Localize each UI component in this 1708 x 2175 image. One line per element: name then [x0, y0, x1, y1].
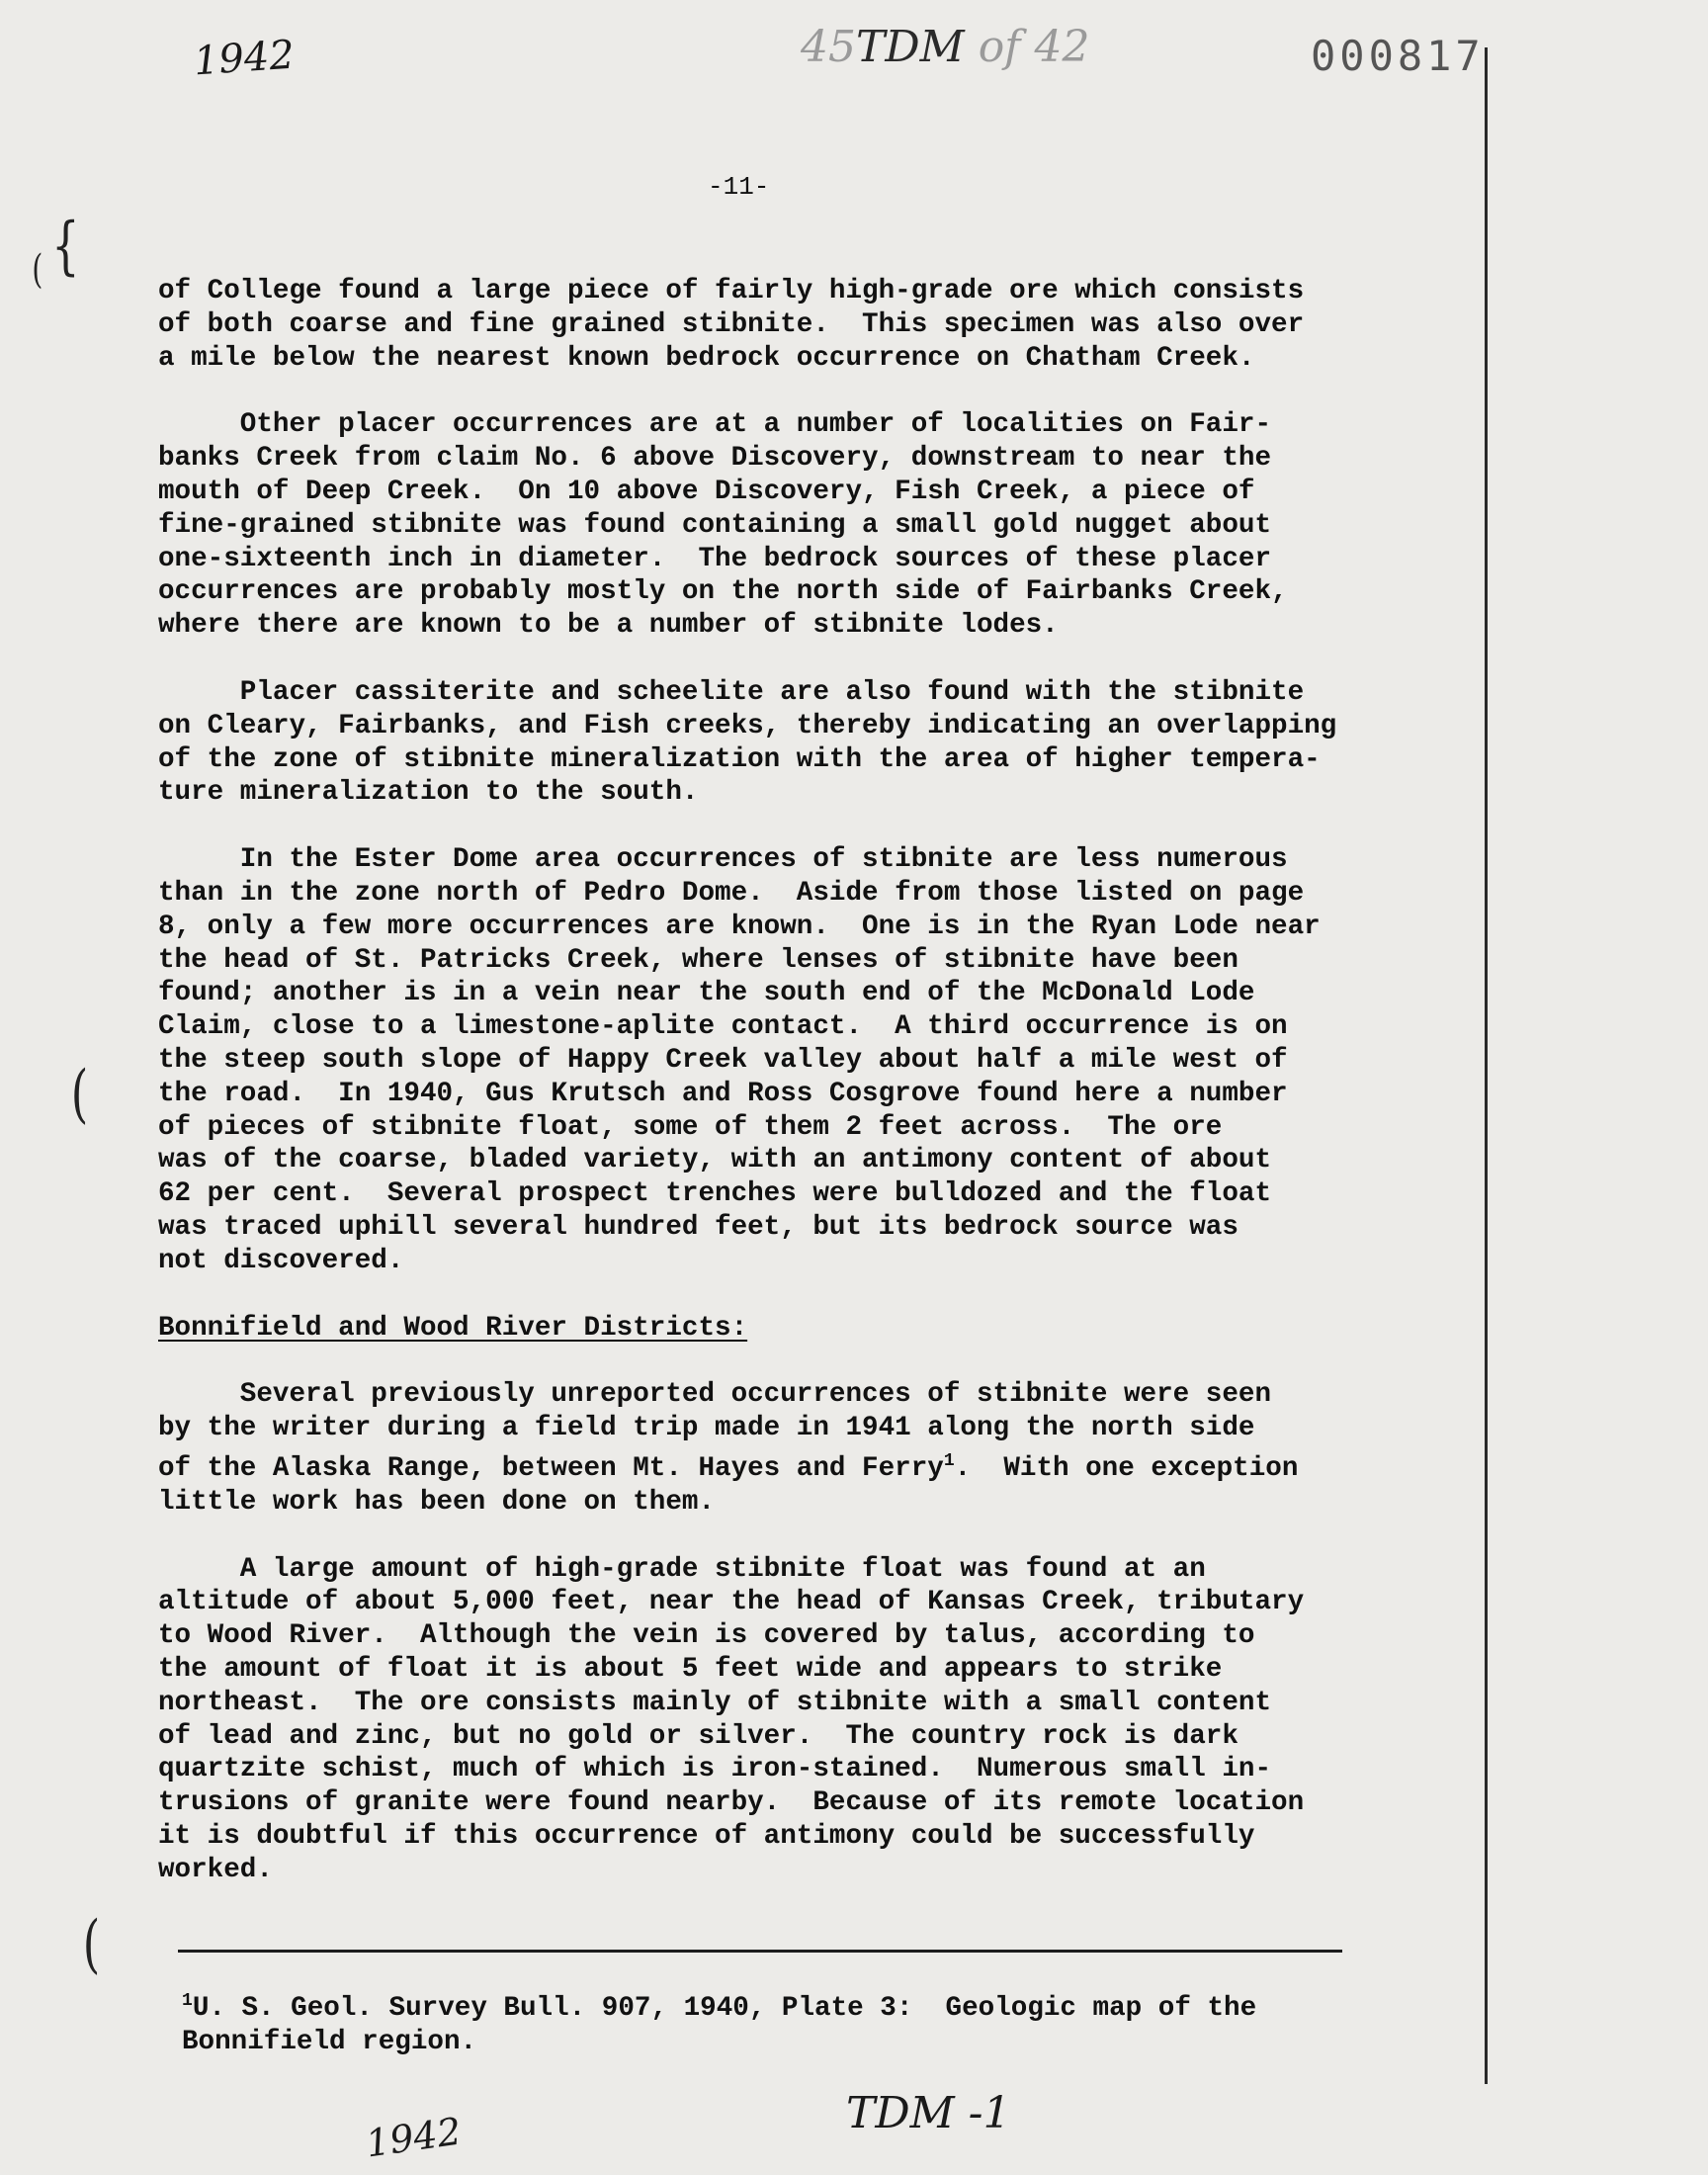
paragraph: [158, 843, 1404, 1277]
text-line: worked.: [158, 1854, 273, 1885]
text-line: by the writer during a field trip made in 1941 along the north side: [158, 1413, 1255, 1444]
footnote-divider: [178, 1950, 1342, 1953]
text-line: was traced uphill several hundred feet, but its bedrock source was: [158, 1211, 1238, 1243]
text-line: on Cleary, Fairbanks, and Fish creeks, thereby indicating an overlapping: [158, 710, 1337, 741]
paragraph: [158, 1378, 1404, 1519]
document-body: [158, 275, 1404, 1887]
text-line: of the zone of stibnite mineralization with the area of higher tempera-: [158, 743, 1321, 775]
text-line: found; another is in a vein near the south end of the McDonald Lode: [158, 978, 1255, 1009]
text-line: a mile below the nearest known bedrock occurrence on Chatham Creek.: [158, 342, 1255, 374]
text-line: 8, only a few more occurrences are known. One is in the Ryan Lode near: [158, 911, 1321, 942]
text-line: the steep south slope of Happy Creek valley about half a mile west of: [158, 1044, 1288, 1076]
text-line: In the Ester Dome area occurrences of stibnite are less numerous: [158, 844, 1288, 876]
text-line: banks Creek from claim No. 6 above Discovery, downstream to near the: [158, 443, 1272, 475]
text-line: A large amount of high-grade stibnite float was found at an: [158, 1553, 1206, 1585]
text-line: it is doubtful if this occurrence of antimony could be successfully: [158, 1821, 1255, 1853]
text-line: trusions of granite were found nearby. Because of its remote location: [158, 1787, 1305, 1819]
text-line: to Wood River. Although the vein is covered by talus, according to: [158, 1620, 1255, 1652]
text-line: one-sixteenth inch in diameter. The bedrock sources of these placer: [158, 543, 1272, 574]
margin-bracket: (: [70, 1058, 89, 1131]
handwritten-year-bottom: 1942: [363, 2109, 465, 2166]
text-line: 62 per cent. Several prospect trenches were bulldozed and the float: [158, 1178, 1272, 1210]
text-line: Other placer occurrences are at a number of localities on Fair-: [158, 409, 1272, 441]
text-line: the amount of float it is about 5 feet wide and appears to strike: [158, 1654, 1223, 1686]
text-line: [158, 1445, 1404, 1486]
handwritten-year-top: 1942: [192, 32, 297, 85]
footnote-line: Bonnifield region.: [182, 2027, 477, 2058]
text-line: Claim, close to a limestone-aplite contact. A third occurrence is on: [158, 1011, 1288, 1043]
page-number: -11-: [708, 172, 770, 202]
section-heading: Bonnifield and Wood River Districts:: [158, 1312, 748, 1344]
handwritten-reference-top: [801, 22, 1089, 72]
text-line: fine-grained stibnite was found containing a small gold nugget about: [158, 509, 1272, 541]
text-line: of pieces of stibnite float, some of them 2 feet across. The ore: [158, 1111, 1223, 1143]
text-line: Several previously unreported occurrences of stibnite were seen: [158, 1379, 1272, 1411]
footnote-line: U. S. Geol. Survey Bull. 907, 1940, Plate 3: Geologic map of the: [192, 1993, 1257, 2025]
text-line: the head of St. Patricks Creek, where lenses of stibnite have been: [158, 944, 1238, 976]
paragraph: [158, 1553, 1404, 1887]
footnote-marker: 1: [943, 1450, 955, 1471]
margin-bracket: {: [51, 210, 80, 283]
text-line: quartzite schist, much of which is iron-stained. Numerous small in-: [158, 1754, 1272, 1785]
text-segment: of the Alaska Range, between Mt. Hayes and Ferry: [158, 1453, 944, 1485]
margin-bracket: (: [32, 247, 43, 293]
page-edge-line: [1485, 47, 1488, 2084]
footnote-number: 1: [182, 1991, 193, 2011]
text-line: Placer cassiterite and scheelite are also found with the stibnite: [158, 676, 1305, 708]
text-line: the road. In 1940, Gus Krutsch and Ross Cosgrove found here a number: [158, 1078, 1288, 1109]
paragraph: [158, 676, 1404, 810]
paragraph: [158, 408, 1404, 643]
text-line: little work has been done on them.: [158, 1486, 716, 1518]
text-line: than in the zone north of Pedro Dome. Aside from those listed on page: [158, 877, 1305, 909]
text-line: altitude of about 5,000 feet, near the head of Kansas Creek, tributary: [158, 1587, 1305, 1618]
text-segment: . With one exception: [954, 1453, 1299, 1485]
text-line: northeast. The ore consists mainly of stibnite with a small content: [158, 1687, 1272, 1718]
handwritten-reference-bottom: TDM -1: [846, 2088, 1011, 2138]
text-line: not discovered.: [158, 1245, 404, 1276]
text-line: ture mineralization to the south.: [158, 777, 699, 809]
document-stamp-number: 000817: [1311, 32, 1485, 80]
text-line: mouth of Deep Creek. On 10 above Discovery, Fish Creek, a piece of: [158, 476, 1255, 507]
text-line: of lead and zinc, but no gold or silver. The country rock is dark: [158, 1720, 1238, 1752]
text-line: where there are known to be a number of stibnite lodes.: [158, 610, 1059, 642]
paragraph: [158, 275, 1404, 375]
handwritten-ref-prefix: 45: [801, 22, 856, 72]
handwritten-ref-main: TDM: [856, 22, 965, 72]
text-line: occurrences are probably mostly on the north side of Fairbanks Creek,: [158, 576, 1288, 608]
text-line: of both coarse and fine grained stibnite. This specimen was also over: [158, 308, 1305, 340]
footnote: [182, 1984, 1368, 2059]
text-line: of College found a large piece of fairly high-grade ore which consists: [158, 276, 1305, 306]
margin-bracket: (: [82, 1908, 101, 1981]
handwritten-ref-suffix: of 42: [978, 22, 1090, 72]
text-line: was of the coarse, bladed variety, with an antimony content of about: [158, 1145, 1272, 1176]
